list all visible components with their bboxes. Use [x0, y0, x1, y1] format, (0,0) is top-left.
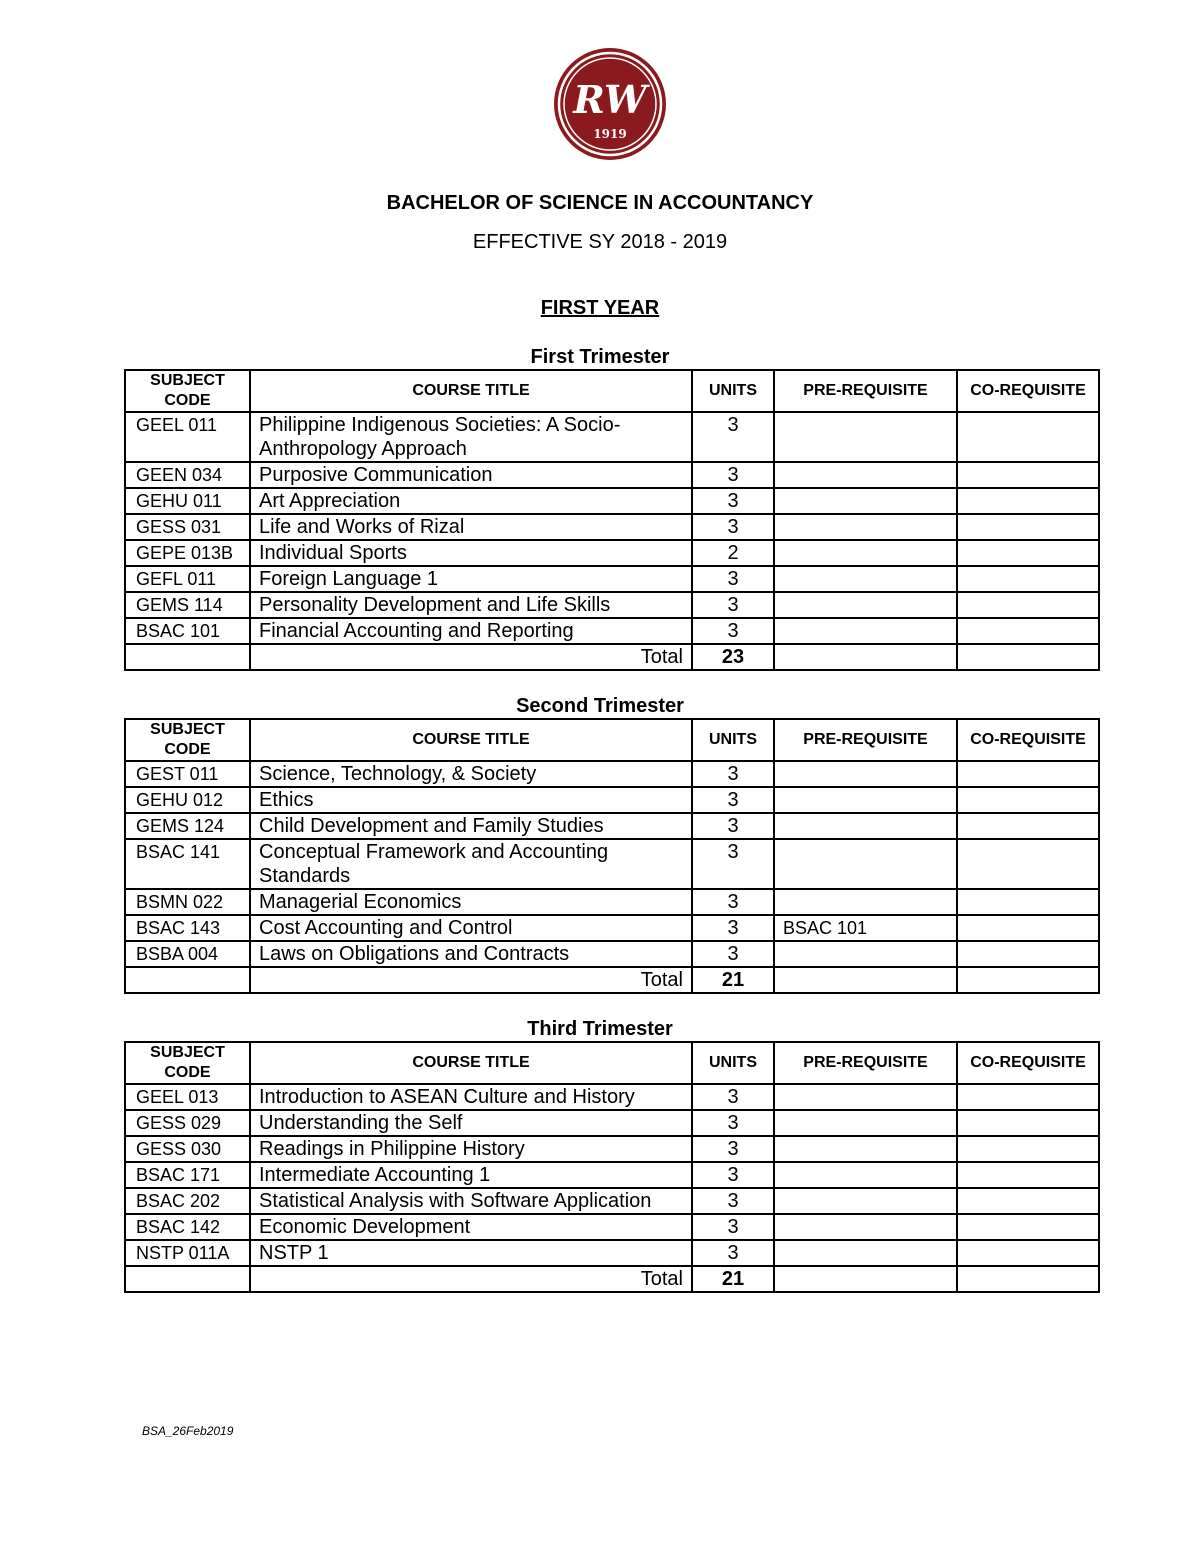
prerequisite	[774, 1240, 957, 1266]
subject-code: GESS 030	[125, 1136, 250, 1162]
units: 3	[692, 761, 774, 787]
prerequisite	[774, 1110, 957, 1136]
prerequisite	[774, 540, 957, 566]
corequisite	[957, 412, 1099, 462]
course-title-header: COURSE TITLE	[250, 1042, 692, 1084]
course-title-header: COURSE TITLE	[250, 719, 692, 761]
units: 3	[692, 889, 774, 915]
curriculum-table	[124, 369, 1100, 671]
course-row	[125, 915, 1099, 941]
subject-code: BSAC 142	[125, 1214, 250, 1240]
total-units: 21	[692, 1266, 774, 1292]
subject-code: GEPE 013B	[125, 540, 250, 566]
course-row	[125, 592, 1099, 618]
corequisite-header: CO-REQUISITE	[957, 719, 1099, 761]
subject-code-header: SUBJECT CODE	[125, 1042, 250, 1084]
units: 3	[692, 839, 774, 889]
prerequisite	[774, 787, 957, 813]
subject-code: GEEL 013	[125, 1084, 250, 1110]
corequisite	[957, 813, 1099, 839]
course-title: Intermediate Accounting 1	[250, 1162, 692, 1188]
course-row	[125, 761, 1099, 787]
prerequisite	[774, 1162, 957, 1188]
subject-code: GEEL 011	[125, 412, 250, 462]
total-label: Total	[250, 644, 692, 670]
course-title: Statistical Analysis with Software Application	[250, 1188, 692, 1214]
units: 3	[692, 915, 774, 941]
course-title: Economic Development	[250, 1214, 692, 1240]
course-title: Cost Accounting and Control	[250, 915, 692, 941]
subject-code: BSMN 022	[125, 889, 250, 915]
course-row	[125, 618, 1099, 644]
course-row	[125, 1136, 1099, 1162]
prerequisite-header: PRE-REQUISITE	[774, 719, 957, 761]
svg-text:1919: 1919	[593, 127, 627, 141]
units: 3	[692, 488, 774, 514]
total-blank-cell	[774, 644, 957, 670]
course-row	[125, 412, 1099, 462]
subject-code: GESS 031	[125, 514, 250, 540]
prerequisite	[774, 839, 957, 889]
units: 3	[692, 618, 774, 644]
course-row	[125, 889, 1099, 915]
subject-code: BSAC 141	[125, 839, 250, 889]
subject-code-header: SUBJECT CODE	[125, 370, 250, 412]
course-row	[125, 488, 1099, 514]
corequisite	[957, 618, 1099, 644]
subject-code: GEMS 114	[125, 592, 250, 618]
course-title: Understanding the Self	[250, 1110, 692, 1136]
total-blank-cell	[957, 644, 1099, 670]
corequisite	[957, 889, 1099, 915]
corequisite	[957, 1188, 1099, 1214]
units: 2	[692, 540, 774, 566]
corequisite	[957, 488, 1099, 514]
curriculum-table	[124, 1041, 1100, 1293]
subject-code: GESS 029	[125, 1110, 250, 1136]
corequisite	[957, 462, 1099, 488]
course-row	[125, 1162, 1099, 1188]
corequisite	[957, 592, 1099, 618]
units-header: UNITS	[692, 370, 774, 412]
total-blank-cell	[774, 1266, 957, 1292]
total-units: 21	[692, 967, 774, 993]
course-row	[125, 813, 1099, 839]
curriculum-table	[124, 718, 1100, 994]
course-title: Ethics	[250, 787, 692, 813]
svg-text:RW: RW	[573, 77, 647, 122]
course-row	[125, 514, 1099, 540]
units: 3	[692, 1110, 774, 1136]
prerequisite	[774, 761, 957, 787]
total-blank-cell	[125, 644, 250, 670]
prerequisite	[774, 618, 957, 644]
units: 3	[692, 1214, 774, 1240]
prerequisite	[774, 488, 957, 514]
course-title: NSTP 1	[250, 1240, 692, 1266]
subject-code: BSAC 202	[125, 1188, 250, 1214]
course-row	[125, 540, 1099, 566]
course-title: Foreign Language 1	[250, 566, 692, 592]
course-title: Philippine Indigenous Societies: A Socio-Anthropology Approach	[250, 412, 692, 462]
units: 3	[692, 592, 774, 618]
prerequisite	[774, 813, 957, 839]
total-blank-cell	[125, 1266, 250, 1292]
course-row	[125, 839, 1099, 889]
corequisite	[957, 1084, 1099, 1110]
course-row	[125, 1084, 1099, 1110]
year-heading: FIRST YEAR	[540, 297, 660, 319]
total-blank-cell	[125, 967, 250, 993]
course-title: Financial Accounting and Reporting	[250, 618, 692, 644]
total-blank-cell	[774, 967, 957, 993]
corequisite	[957, 915, 1099, 941]
total-row	[125, 1266, 1099, 1292]
course-title: Personality Development and Life Skills	[250, 592, 692, 618]
total-label: Total	[250, 1266, 692, 1292]
prerequisite	[774, 412, 957, 462]
corequisite	[957, 514, 1099, 540]
corequisite	[957, 1162, 1099, 1188]
total-label: Total	[250, 967, 692, 993]
units: 3	[692, 1136, 774, 1162]
course-row	[125, 1240, 1099, 1266]
corequisite	[957, 787, 1099, 813]
term-heading: First Trimester	[530, 346, 670, 368]
course-title: Conceptual Framework and Accounting Standards	[250, 839, 692, 889]
course-title: Science, Technology, & Society	[250, 761, 692, 787]
table-header-row	[125, 719, 1099, 761]
units: 3	[692, 1084, 774, 1110]
prerequisite	[774, 1214, 957, 1240]
subject-code: GEST 011	[125, 761, 250, 787]
corequisite	[957, 761, 1099, 787]
subject-code: GEHU 012	[125, 787, 250, 813]
corequisite	[957, 1136, 1099, 1162]
course-title: Individual Sports	[250, 540, 692, 566]
prerequisite	[774, 514, 957, 540]
units-header: UNITS	[692, 719, 774, 761]
prerequisite	[774, 1136, 957, 1162]
units: 3	[692, 787, 774, 813]
prerequisite-header: PRE-REQUISITE	[774, 370, 957, 412]
subject-code: BSAC 143	[125, 915, 250, 941]
units: 3	[692, 813, 774, 839]
units: 3	[692, 412, 774, 462]
subject-code: NSTP 011A	[125, 1240, 250, 1266]
units: 3	[692, 941, 774, 967]
course-row	[125, 462, 1099, 488]
subject-code: GEHU 011	[125, 488, 250, 514]
course-row	[125, 1110, 1099, 1136]
course-title-header: COURSE TITLE	[250, 370, 692, 412]
corequisite	[957, 1214, 1099, 1240]
table-header-row	[125, 1042, 1099, 1084]
course-row	[125, 1214, 1099, 1240]
prerequisite-header: PRE-REQUISITE	[774, 1042, 957, 1084]
corequisite	[957, 941, 1099, 967]
course-title: Laws on Obligations and Contracts	[250, 941, 692, 967]
total-row	[125, 967, 1099, 993]
table-header-row	[125, 370, 1099, 412]
total-blank-cell	[957, 1266, 1099, 1292]
corequisite	[957, 566, 1099, 592]
units: 3	[692, 1240, 774, 1266]
prerequisite	[774, 462, 957, 488]
corequisite-header: CO-REQUISITE	[957, 370, 1099, 412]
prerequisite	[774, 1188, 957, 1214]
units: 3	[692, 566, 774, 592]
subject-code: BSAC 101	[125, 618, 250, 644]
units: 3	[692, 462, 774, 488]
course-title: Child Development and Family Studies	[250, 813, 692, 839]
total-blank-cell	[957, 967, 1099, 993]
document-footer-code: BSA_26Feb2019	[142, 1424, 234, 1438]
subject-code: GEMS 124	[125, 813, 250, 839]
corequisite	[957, 540, 1099, 566]
university-seal-logo	[553, 47, 667, 161]
prerequisite	[774, 592, 957, 618]
course-title: Art Appreciation	[250, 488, 692, 514]
corequisite-header: CO-REQUISITE	[957, 1042, 1099, 1084]
corequisite	[957, 839, 1099, 889]
prerequisite: BSAC 101	[774, 915, 957, 941]
course-row	[125, 941, 1099, 967]
course-title: Readings in Philippine History	[250, 1136, 692, 1162]
corequisite	[957, 1110, 1099, 1136]
prerequisite	[774, 941, 957, 967]
subject-code: GEFL 011	[125, 566, 250, 592]
prerequisite	[774, 566, 957, 592]
document-title: BACHELOR OF SCIENCE IN ACCOUNTANCY	[386, 192, 814, 214]
subject-code: GEEN 034	[125, 462, 250, 488]
course-title: Managerial Economics	[250, 889, 692, 915]
prerequisite	[774, 889, 957, 915]
units: 3	[692, 1162, 774, 1188]
term-heading: Third Trimester	[527, 1018, 673, 1040]
effective-school-year: EFFECTIVE SY 2018 - 2019	[472, 231, 728, 253]
course-row	[125, 787, 1099, 813]
course-row	[125, 566, 1099, 592]
units-header: UNITS	[692, 1042, 774, 1084]
course-title: Introduction to ASEAN Culture and History	[250, 1084, 692, 1110]
subject-code: BSBA 004	[125, 941, 250, 967]
course-title: Purposive Communication	[250, 462, 692, 488]
subject-code-header: SUBJECT CODE	[125, 719, 250, 761]
total-units: 23	[692, 644, 774, 670]
units: 3	[692, 514, 774, 540]
course-title: Life and Works of Rizal	[250, 514, 692, 540]
units: 3	[692, 1188, 774, 1214]
total-row	[125, 644, 1099, 670]
term-heading: Second Trimester	[516, 695, 684, 717]
course-row	[125, 1188, 1099, 1214]
prerequisite	[774, 1084, 957, 1110]
corequisite	[957, 1240, 1099, 1266]
subject-code: BSAC 171	[125, 1162, 250, 1188]
